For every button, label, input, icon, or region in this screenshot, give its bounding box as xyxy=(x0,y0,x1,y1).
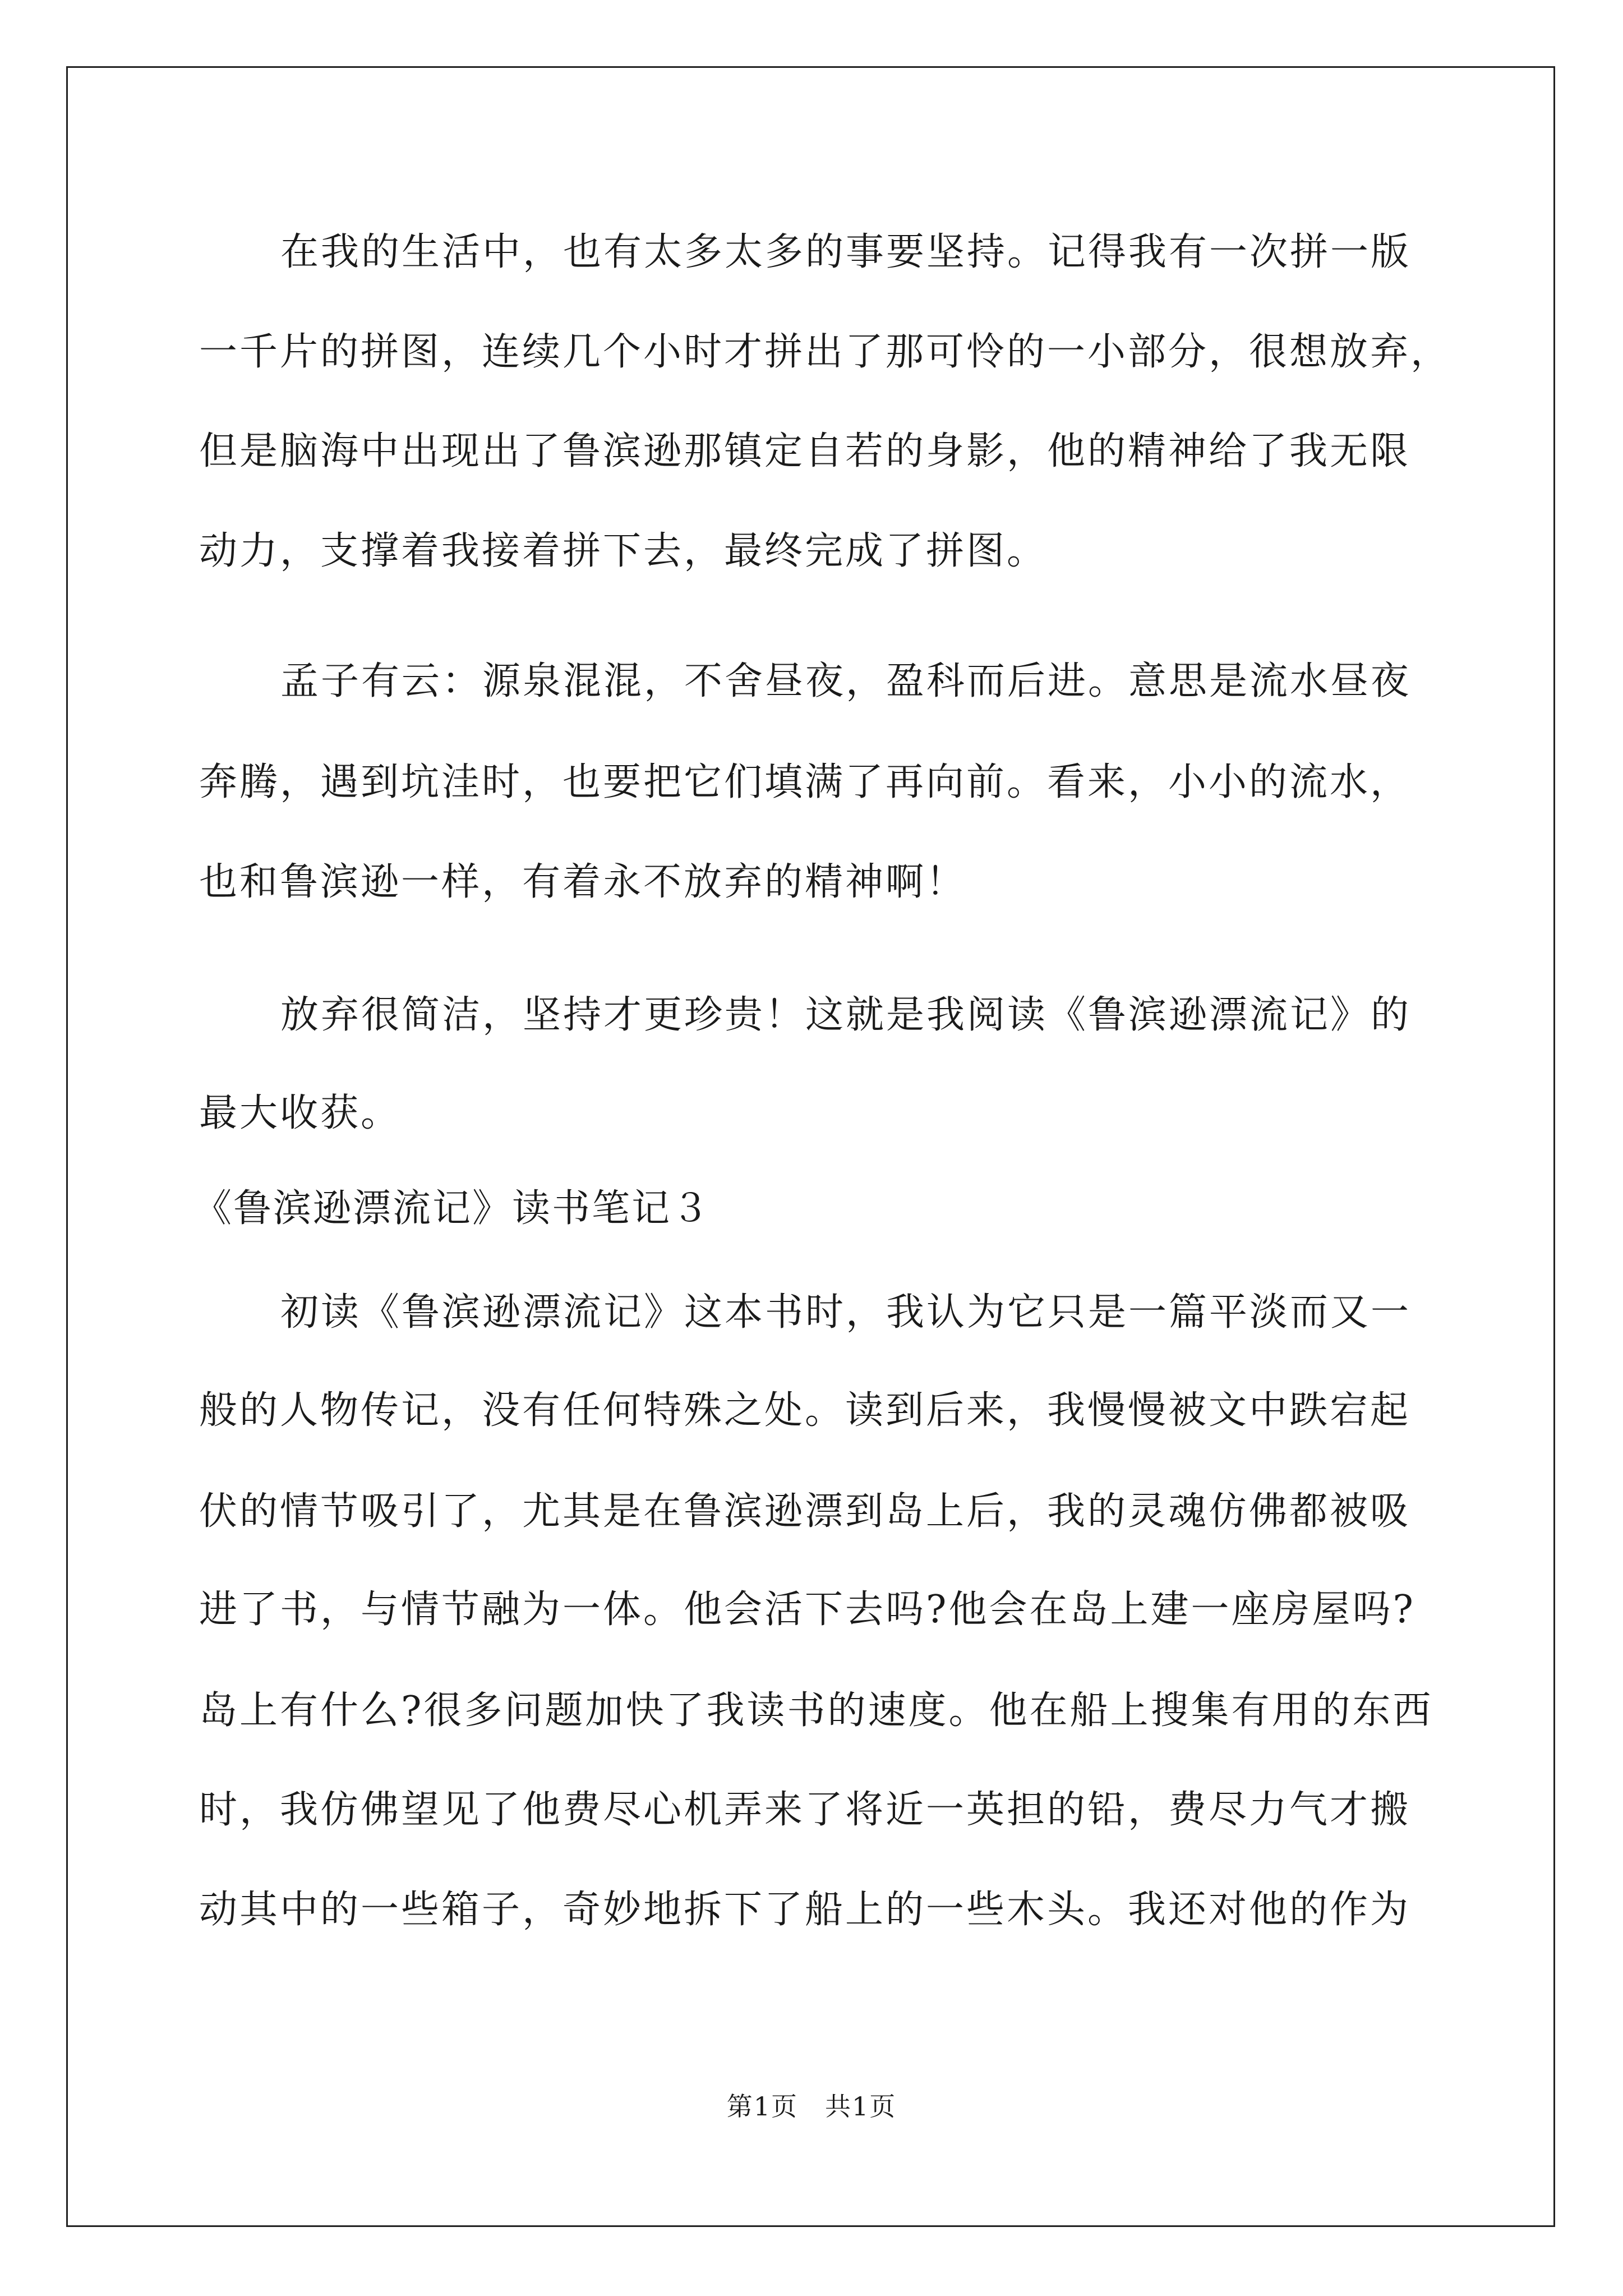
paragraph-2-line-3: 也和鲁滨逊一样，有着永不放弃的精神啊！ xyxy=(199,860,967,904)
paragraph-1-line-1: 在我的生活中，也有太多太多的事要坚持。记得我有一次拼一版 xyxy=(280,230,1412,274)
paragraph-1-line-4: 动力，支撑着我接着拼下去，最终完成了拼图。 xyxy=(199,529,1048,573)
paragraph-4-line-3: 伏的情节吸引了，尤其是在鲁滨逊漂到岛上后，我的灵魂仿佛都被吸 xyxy=(199,1489,1411,1534)
section-heading: 《鲁滨逊漂流记》读书笔记３ xyxy=(193,1186,712,1231)
paragraph-3-line-2: 最大收获。 xyxy=(199,1091,402,1135)
paragraph-4-line-4: 进了书，与情节融为一体。他会活下去吗?他会在岛上建一座房屋吗? xyxy=(199,1588,1415,1632)
paragraph-4-line-7: 动其中的一些箱子，奇妙地拆下了船上的一些木头。我还对他的作为 xyxy=(199,1888,1411,1932)
page-number-footer: 第1页 共1页 xyxy=(726,2091,897,2122)
paragraph-1-line-3: 但是脑海中出现出了鲁滨逊那镇定自若的身影，他的精神给了我无限 xyxy=(199,429,1411,473)
paragraph-1-line-2: 一千片的拼图，连续几个小时才拼出了那可怜的一小部分，很想放弃， xyxy=(199,330,1451,374)
paragraph-4-line-6: 时，我仿佛望见了他费尽心机弄来了将近一英担的铅，费尽力气才搬 xyxy=(199,1788,1411,1832)
paragraph-4-line-1: 初读《鲁滨逊漂流记》这本书时，我认为它只是一篇平淡而又一 xyxy=(280,1290,1412,1335)
paragraph-2-line-1: 孟子有云：源泉混混，不舍昼夜，盈科而后进。意思是流水昼夜 xyxy=(280,659,1412,703)
paragraph-4-line-5: 岛上有什么?很多问题加快了我读书的速度。他在船上搜集有用的东西 xyxy=(199,1688,1433,1733)
paragraph-2-line-2: 奔腾，遇到坑洼时，也要把它们填满了再向前。看来，小小的流水， xyxy=(199,760,1411,804)
paragraph-3-line-1: 放弃很简洁，坚持才更珍贵！这就是我阅读《鲁滨逊漂流记》的 xyxy=(280,993,1412,1037)
paragraph-4-line-2: 般的人物传记，没有任何特殊之处。读到后来，我慢慢被文中跌宕起 xyxy=(199,1388,1411,1433)
